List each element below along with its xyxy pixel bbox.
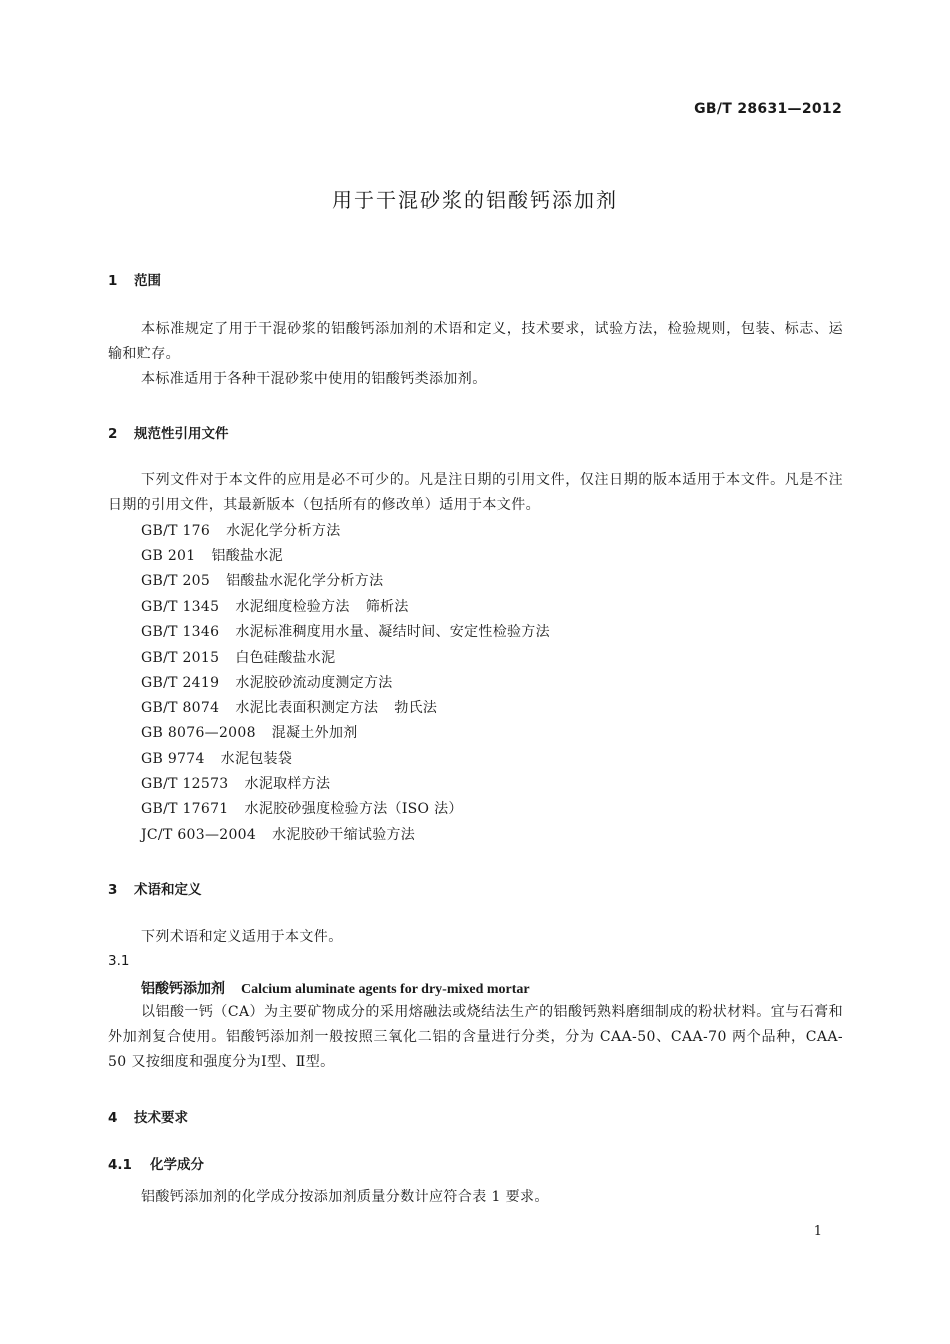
standard-code: GB/T 28631—2012 [694,101,842,117]
reference-item [141,747,292,772]
reference-code: GB/T 2015 [141,650,220,666]
reference-item [141,595,409,620]
section-title: 技术要求 [134,1110,188,1126]
reference-code: GB/T 8074 [141,700,220,716]
section-number: 2 [108,426,118,442]
reference-item [141,696,437,721]
reference-name: 水泥比表面积测定方法 [235,700,379,716]
subsection-title: 化学成分 [150,1157,204,1173]
reference-item [141,544,283,569]
subsection-number: 4.1 [108,1157,132,1173]
reference-item [141,797,463,822]
section-title: 规范性引用文件 [134,426,229,442]
reference-code: GB/T 176 [141,523,211,539]
term-number: 3.1 [108,953,130,969]
page-number: 1 [813,1224,822,1239]
section-2-heading [108,422,229,442]
section-1-heading [108,269,161,289]
reference-method: 筛析法 [365,599,409,615]
term-definition: 以铝酸一钙（CA）为主要矿物成分的采用熔融法或烧结法生产的铝酸钙熟料磨细制成的粉状材料。宜与石膏和外加剂复合使用。铝酸钙添加剂一般按照三氧化二铝的含量进行分类，分为 CAA-50、CAA-70 两个品种，CAA-50 又按细度和强度分为Ⅰ型、Ⅱ型。 [108,1004,843,1070]
term-chinese: 铝酸钙添加剂 [141,981,225,997]
reference-name: 水泥胶砂干缩试验方法 [272,827,416,843]
section-number: 4 [108,1110,118,1126]
section-4-paragraph-1: 铝酸钙添加剂的化学成分按添加剂质量分数计应符合表 1 要求。 [141,1189,549,1205]
reference-name: 铝酸盐水泥 [211,548,283,564]
section-1-paragraph-2: 本标准适用于各种干混砂浆中使用的铝酸钙类添加剂。 [141,371,487,387]
reference-code: GB/T 1346 [141,624,220,640]
reference-name: 水泥胶砂强度检验方法（ISO 法） [244,801,463,817]
reference-code: GB/T 205 [141,573,211,589]
reference-item [141,721,358,746]
subsection-4-1-heading [108,1153,204,1173]
section-3-paragraph-1: 下列术语和定义适用于本文件。 [141,929,343,945]
document-title: 用于干混砂浆的铝酸钙添加剂 [332,188,618,212]
term-heading [141,978,530,998]
reference-code: GB 8076—2008 [141,725,256,741]
reference-item [141,569,383,594]
reference-name: 水泥细度检验方法 [235,599,350,615]
reference-name: 水泥化学分析方法 [226,523,341,539]
reference-name: 铝酸盐水泥化学分析方法 [226,573,384,589]
reference-name: 水泥标准稠度用水量、凝结时间、安定性检验方法 [235,624,550,640]
reference-item [141,671,393,696]
reference-code: GB/T 1345 [141,599,220,615]
section-number: 1 [108,273,118,289]
reference-item [141,772,330,797]
section-4-heading [108,1106,188,1126]
reference-item [141,823,415,848]
reference-item [141,646,335,671]
reference-name: 混凝土外加剂 [271,725,358,741]
section-1-paragraph-1: 本标准规定了用于干混砂浆的铝酸钙添加剂的术语和定义，技术要求，试验方法，检验规则，包装、标志、运输和贮存。 [108,321,843,362]
reference-name: 水泥取样方法 [244,776,331,792]
reference-code: GB/T 17671 [141,801,229,817]
reference-code: GB/T 2419 [141,675,220,691]
reference-item [141,519,341,544]
section-title: 术语和定义 [134,882,202,898]
reference-name: 水泥胶砂流动度测定方法 [235,675,393,691]
reference-method: 勃氏法 [394,700,438,716]
section-2-paragraph-1: 下列文件对于本文件的应用是必不可少的。凡是注日期的引用文件，仅注日期的版本适用于本文件。凡是不注日期的引用文件，其最新版本（包括所有的修改单）适用于本文件。 [108,472,843,513]
reference-code: GB/T 12573 [141,776,229,792]
reference-item [141,620,550,645]
reference-code: JC/T 603—2004 [141,827,257,843]
reference-code: GB 9774 [141,751,205,767]
reference-code: GB 201 [141,548,196,564]
section-3-heading [108,878,202,898]
section-title: 范围 [134,273,161,289]
reference-name: 水泥包装袋 [220,751,293,767]
term-english: Calcium aluminate agents for dry-mixed mortar [241,982,530,997]
section-number: 3 [108,882,118,898]
reference-name: 白色硅酸盐水泥 [235,650,336,666]
